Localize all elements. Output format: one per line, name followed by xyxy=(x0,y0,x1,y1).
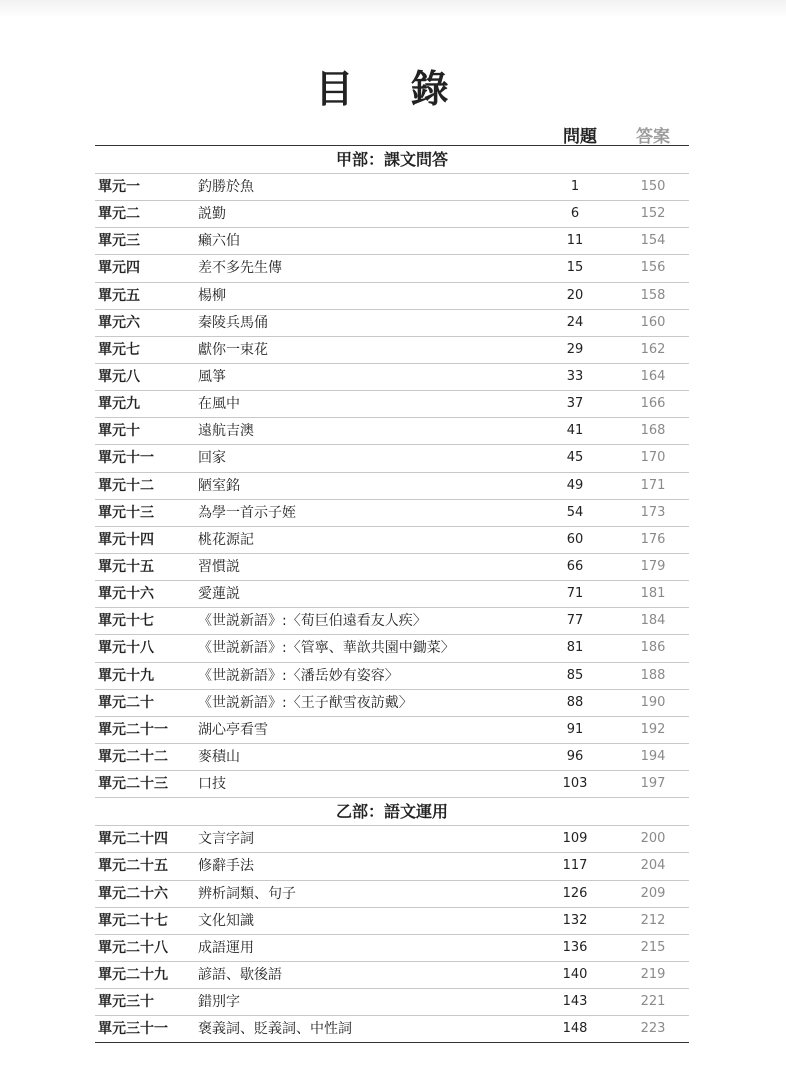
toc-row[interactable] xyxy=(95,581,689,608)
topic-title: 《世説新語》:〈潘岳妙有姿容〉 xyxy=(198,667,399,684)
answer-page: 209 xyxy=(640,885,666,901)
question-page: 117 xyxy=(562,858,588,874)
answer-page: 164 xyxy=(640,368,666,384)
topic-title: 釣勝於魚 xyxy=(198,179,254,195)
answer-page: 181 xyxy=(640,586,666,602)
question-page: 96 xyxy=(566,748,584,764)
question-page: 148 xyxy=(562,1021,588,1037)
topic-title: 口技 xyxy=(198,776,226,793)
question-page: 20 xyxy=(566,287,584,303)
topic-title: 成語運用 xyxy=(198,939,254,956)
question-page: 136 xyxy=(562,939,588,955)
unit-label: 單元九 xyxy=(98,396,140,413)
toc-row[interactable] xyxy=(95,364,689,391)
topic-title: 為學一首示子姪 xyxy=(198,504,296,521)
topic-title: 諺語、歇後語 xyxy=(198,966,282,983)
answer-page: 156 xyxy=(640,260,666,276)
topic-title: 説勤 xyxy=(198,206,226,223)
unit-label: 單元十 xyxy=(98,423,140,440)
answer-page: 212 xyxy=(640,912,666,928)
topic-title: 癩六伯 xyxy=(198,233,240,250)
table-of-contents xyxy=(95,145,689,1043)
answer-page: 166 xyxy=(640,396,666,412)
unit-label: 單元二十九 xyxy=(98,966,168,983)
unit-label: 單元六 xyxy=(98,314,140,331)
question-page: 77 xyxy=(566,613,584,629)
unit-label: 單元十五 xyxy=(98,558,154,575)
topic-title: 遠航吉澳 xyxy=(198,423,254,440)
unit-label: 單元五 xyxy=(98,287,140,304)
unit-label: 單元四 xyxy=(98,260,140,277)
question-page: 71 xyxy=(566,586,584,602)
topic-title: 文化知識 xyxy=(198,912,254,929)
topic-title: 褒義詞、貶義詞、中性詞 xyxy=(198,1021,352,1038)
page-top-shade xyxy=(0,0,786,18)
question-page: 140 xyxy=(562,966,588,982)
topic-title: 桃花源記 xyxy=(198,531,254,548)
topic-title: 楊柳 xyxy=(198,287,226,304)
topic-title: 風箏 xyxy=(198,368,226,385)
answer-page: 188 xyxy=(640,667,666,683)
answer-page: 158 xyxy=(640,287,666,303)
unit-label: 單元十三 xyxy=(98,504,154,521)
topic-title: 在風中 xyxy=(198,396,240,413)
answer-page: 215 xyxy=(640,939,666,955)
topic-title: 錯別字 xyxy=(198,994,240,1011)
answer-page: 168 xyxy=(640,423,666,439)
answer-page: 150 xyxy=(640,179,666,194)
unit-label: 單元二十二 xyxy=(98,748,168,765)
toc-row[interactable] xyxy=(95,935,689,962)
question-page: 126 xyxy=(562,885,588,901)
answer-page: 162 xyxy=(640,341,666,357)
question-page: 6 xyxy=(570,206,580,222)
topic-title: 愛蓮説 xyxy=(198,586,240,603)
answer-page: 173 xyxy=(640,504,666,520)
unit-label: 單元三十 xyxy=(98,994,154,1011)
toc-row[interactable] xyxy=(95,391,689,418)
questions-column-header: 問題 xyxy=(563,127,597,147)
question-page: 88 xyxy=(566,694,584,710)
unit-label: 單元十八 xyxy=(98,640,154,657)
question-page: 81 xyxy=(566,640,584,656)
question-page: 60 xyxy=(566,531,584,547)
answer-page: 152 xyxy=(640,206,666,222)
toc-row[interactable] xyxy=(95,635,689,662)
unit-label: 單元二十 xyxy=(98,694,154,711)
toc-row[interactable] xyxy=(95,608,689,635)
question-page: 132 xyxy=(562,912,588,928)
unit-label: 單元七 xyxy=(98,341,140,358)
topic-title: 修辭手法 xyxy=(198,858,254,875)
toc-row[interactable] xyxy=(95,962,689,989)
toc-row[interactable] xyxy=(95,771,689,798)
answer-page: 190 xyxy=(640,694,666,710)
unit-label: 單元十九 xyxy=(98,667,154,684)
question-page: 103 xyxy=(562,776,588,792)
page-title: 目 錄 xyxy=(315,67,471,111)
topic-title: 陋室銘 xyxy=(198,477,240,494)
topic-title: 辨析詞類、句子 xyxy=(198,885,296,902)
answer-page: 170 xyxy=(640,450,666,466)
answer-page: 221 xyxy=(640,994,666,1010)
topic-title: 湖心亭看雪 xyxy=(198,721,268,738)
question-page: 11 xyxy=(566,233,584,249)
question-page: 109 xyxy=(562,831,588,847)
unit-label: 單元十四 xyxy=(98,531,154,548)
topic-title: 《世説新語》:〈王子猷雪夜訪戴〉 xyxy=(198,694,413,711)
toc-row[interactable] xyxy=(95,473,689,500)
topic-title: 《世説新語》:〈荀巨伯遠看友人疾〉 xyxy=(198,613,427,630)
topic-title: 秦陵兵馬俑 xyxy=(198,314,268,331)
question-page: 85 xyxy=(566,667,584,683)
toc-row[interactable] xyxy=(95,826,689,853)
answer-page: 223 xyxy=(640,1021,666,1037)
unit-label: 單元二十四 xyxy=(98,831,168,848)
toc-row[interactable] xyxy=(95,310,689,337)
unit-label: 單元二十七 xyxy=(98,912,168,929)
unit-label: 單元三 xyxy=(98,233,140,250)
toc-row[interactable] xyxy=(95,201,689,228)
question-page: 24 xyxy=(566,314,584,330)
toc-row[interactable] xyxy=(95,989,689,1016)
question-page: 49 xyxy=(566,477,584,493)
toc-row[interactable] xyxy=(95,717,689,744)
toc-row[interactable] xyxy=(95,744,689,771)
question-page: 15 xyxy=(566,260,584,276)
toc-row[interactable] xyxy=(95,283,689,310)
toc-row[interactable] xyxy=(95,418,689,445)
answer-page: 194 xyxy=(640,748,666,764)
unit-label: 單元二十五 xyxy=(98,858,168,875)
unit-label: 單元十一 xyxy=(98,450,154,467)
toc-row[interactable] xyxy=(95,1016,689,1043)
answer-page: 200 xyxy=(640,831,666,847)
answer-page: 219 xyxy=(640,966,666,982)
toc-row[interactable] xyxy=(95,881,689,908)
unit-label: 單元二十六 xyxy=(98,885,168,902)
answer-page: 186 xyxy=(640,640,666,656)
question-page: 33 xyxy=(566,368,584,384)
toc-row[interactable] xyxy=(95,663,689,690)
answer-page: 176 xyxy=(640,531,666,547)
question-page: 143 xyxy=(562,994,588,1010)
answer-page: 197 xyxy=(640,776,666,792)
topic-title: 文言字詞 xyxy=(198,831,254,848)
toc-row[interactable] xyxy=(95,445,689,472)
topic-title: 習慣説 xyxy=(198,558,240,575)
unit-label: 單元十二 xyxy=(98,477,154,494)
question-page: 45 xyxy=(566,450,584,466)
unit-label: 單元二 xyxy=(98,206,140,223)
section-heading: 甲部：課文問答 xyxy=(95,146,689,174)
topic-title: 《世説新語》:〈管寧、華歆共園中鋤菜〉 xyxy=(198,640,455,657)
toc-row[interactable] xyxy=(95,500,689,527)
question-page: 66 xyxy=(566,558,584,574)
unit-label: 單元二十三 xyxy=(98,776,168,793)
topic-title: 差不多先生傳 xyxy=(198,260,282,277)
answer-page: 160 xyxy=(640,314,666,330)
answers-column-header: 答案 xyxy=(636,127,670,147)
topic-title: 回家 xyxy=(198,450,226,467)
unit-label: 單元八 xyxy=(98,368,140,385)
unit-label: 單元三十一 xyxy=(98,1021,168,1038)
question-page: 1 xyxy=(570,179,580,194)
toc-row[interactable] xyxy=(95,908,689,935)
answer-page: 184 xyxy=(640,613,666,629)
section-heading: 乙部：語文運用 xyxy=(95,798,689,826)
answer-page: 154 xyxy=(640,233,666,249)
toc-row[interactable] xyxy=(95,554,689,581)
toc-row[interactable] xyxy=(95,228,689,255)
answer-page: 192 xyxy=(640,721,666,737)
unit-label: 單元十六 xyxy=(98,586,154,603)
toc-row[interactable] xyxy=(95,527,689,554)
question-page: 91 xyxy=(566,721,584,737)
toc-row[interactable] xyxy=(95,853,689,880)
topic-title: 獻你一束花 xyxy=(198,341,268,358)
toc-row[interactable] xyxy=(95,255,689,282)
unit-label: 單元二十一 xyxy=(98,721,168,738)
question-page: 29 xyxy=(566,341,584,357)
toc-row[interactable] xyxy=(95,337,689,364)
unit-label: 單元二十八 xyxy=(98,939,168,956)
question-page: 37 xyxy=(566,396,584,412)
question-page: 54 xyxy=(566,504,584,520)
answer-page: 204 xyxy=(640,858,666,874)
answer-page: 179 xyxy=(640,558,666,574)
toc-row[interactable] xyxy=(95,174,689,201)
answer-page: 171 xyxy=(640,477,666,493)
unit-label: 單元一 xyxy=(98,179,140,195)
question-page: 41 xyxy=(566,423,584,439)
topic-title: 麥積山 xyxy=(198,748,240,765)
toc-row[interactable] xyxy=(95,690,689,717)
unit-label: 單元十七 xyxy=(98,613,154,630)
